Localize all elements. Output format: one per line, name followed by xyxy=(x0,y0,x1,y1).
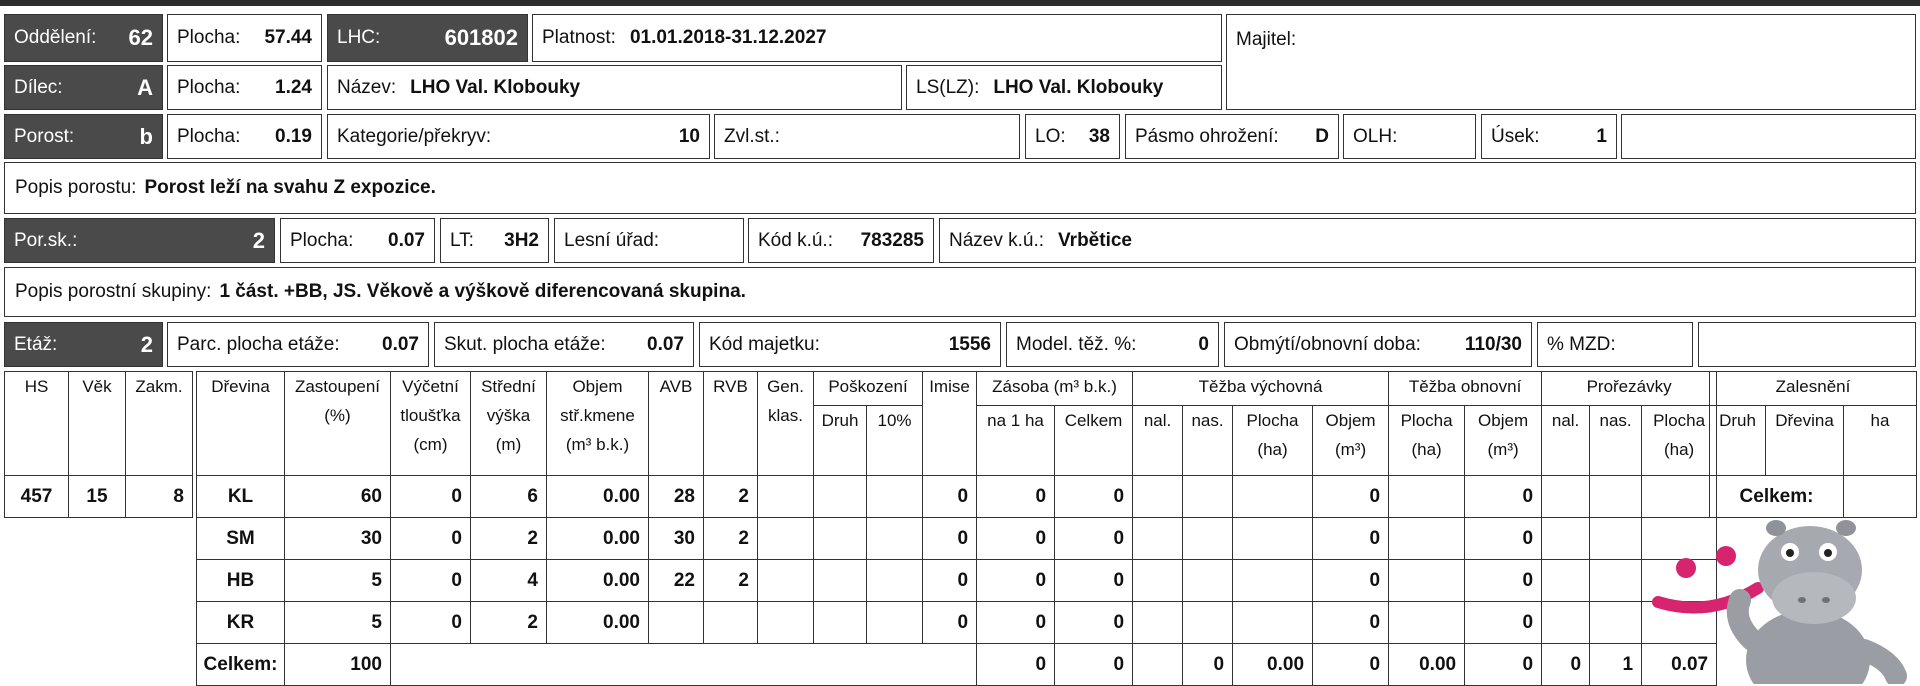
total-pr-nas: 1 xyxy=(1590,644,1642,686)
total-tv-objem: 0 xyxy=(1313,644,1389,686)
to-objem-cell: 0 xyxy=(1465,560,1542,602)
pr-nal-header: nal. xyxy=(1542,406,1590,476)
zalesneni-table xyxy=(1709,371,1917,518)
poskozeni-header: Poškození xyxy=(814,372,923,406)
drevina-header: Dřevina xyxy=(197,372,285,476)
zasoba-celkem-cell: 0 xyxy=(1055,518,1133,560)
tv-nal-header: nal. xyxy=(1133,406,1183,476)
lt-label: LT: xyxy=(450,229,474,251)
zasoba-ha-cell: 0 xyxy=(977,560,1055,602)
imise-cell: 0 xyxy=(923,476,977,518)
majitel-box xyxy=(1226,14,1916,110)
etaz-value: 2 xyxy=(140,331,153,357)
to-objem-cell: 0 xyxy=(1465,602,1542,644)
total-zasoba-ha: 0 xyxy=(977,644,1055,686)
zasoba-celkem-header: Celkem xyxy=(1055,406,1133,476)
to-plocha-header: Plocha (ha) xyxy=(1389,406,1465,476)
zasoba-celkem-cell: 0 xyxy=(1055,476,1133,518)
zakm-value: 8 xyxy=(126,476,193,518)
rvb-cell: 2 xyxy=(704,518,758,560)
porsk-plocha-label: Plocha: xyxy=(290,229,354,251)
obj-cell: 0.00 xyxy=(547,560,649,602)
lo-value: 38 xyxy=(1088,125,1110,147)
porsk-label: Por.sk.: xyxy=(14,229,78,251)
to-objem-cell: 0 xyxy=(1465,518,1542,560)
nazev-ku-label: Název k.ú.: xyxy=(949,229,1045,251)
porost-box xyxy=(4,114,163,159)
obj-cell: 0.00 xyxy=(547,476,649,518)
obj-cell: 0.00 xyxy=(547,518,649,560)
zvlst-label: Zvl.st.: xyxy=(724,125,780,147)
model-tez-box xyxy=(1006,322,1219,367)
kod-majetku-value: 1556 xyxy=(948,333,991,355)
total-tv-nas: 0 xyxy=(1183,644,1233,686)
hs-header: HS xyxy=(5,372,69,476)
tv-objem-cell: 0 xyxy=(1313,560,1389,602)
skut-plocha-box xyxy=(434,322,694,367)
hs-table xyxy=(4,371,193,518)
oddeleni-plocha-box xyxy=(167,14,322,62)
platnost-label: Platnost: xyxy=(542,27,616,48)
kod-ku-value: 783285 xyxy=(860,229,924,251)
parc-plocha-value: 0.07 xyxy=(382,333,419,355)
tv-objem-header: Objem (m³) xyxy=(1313,406,1389,476)
total-to-objem: 0 xyxy=(1465,644,1542,686)
kategorie-box xyxy=(327,114,710,159)
popis-porostu-label: Popis porostu: xyxy=(15,177,137,198)
avb-header: AVB xyxy=(649,372,704,476)
table-row xyxy=(197,518,1717,560)
gen-header: Gen. klas. xyxy=(758,372,814,476)
porost-plocha-box xyxy=(167,114,322,159)
model-tez-value: 0 xyxy=(1198,333,1209,355)
ls-label: LS(LZ): xyxy=(916,76,980,98)
dilec-value: A xyxy=(137,74,153,100)
dreviny-table xyxy=(196,371,1717,686)
lhc-box xyxy=(327,14,528,62)
empty-box-row7 xyxy=(1698,322,1916,367)
lo-box xyxy=(1025,114,1120,159)
table-row xyxy=(197,476,1717,518)
zasoba-header: Zásoba (m³ b.k.) xyxy=(977,372,1133,406)
lhc-label: LHC: xyxy=(337,27,381,48)
zalesneni-druh-header: Druh xyxy=(1710,406,1766,476)
dilec-plocha-label: Plocha: xyxy=(177,76,241,98)
obmyti-box xyxy=(1224,322,1532,367)
to-objem-cell: 0 xyxy=(1465,476,1542,518)
obmyti-value: 110/30 xyxy=(1464,333,1522,355)
lesni-urad-box xyxy=(554,218,744,263)
vek-value: 15 xyxy=(69,476,126,518)
skut-plocha-value: 0.07 xyxy=(647,333,684,355)
model-tez-label: Model. těž. %: xyxy=(1016,333,1137,355)
mzd-label: % MZD: xyxy=(1547,333,1616,355)
popis-skupiny-value: 1 část. +BB, JS. Věkově a výškově diferencovaná skupina. xyxy=(219,281,746,302)
zasoba-ha-cell: 0 xyxy=(977,602,1055,644)
kod-majetku-box xyxy=(699,322,1001,367)
imise-header: Imise xyxy=(923,372,977,476)
popis-porostu-value: Porost leží na svahu Z expozice. xyxy=(144,177,436,198)
kod-majetku-label: Kód majetku: xyxy=(709,333,820,355)
zast-cell: 60 xyxy=(285,476,391,518)
nazev-value: LHO Val. Klobouky xyxy=(410,76,581,98)
table-row xyxy=(197,602,1717,644)
ls-value: LHO Val. Klobouky xyxy=(993,76,1164,98)
str-cell: 6 xyxy=(471,476,547,518)
zalesneni-drevina-header: Dřevina xyxy=(1766,406,1844,476)
prorezavky-header: Prořezávky xyxy=(1542,372,1717,406)
oddeleni-value: 62 xyxy=(128,25,153,50)
objem-header: Objem stř.kmene (m³ b.k.) xyxy=(547,372,649,476)
porsk-plocha-value: 0.07 xyxy=(388,229,425,251)
zasoba-celkem-cell: 0 xyxy=(1055,560,1133,602)
porost-plocha-label: Plocha: xyxy=(177,125,241,147)
usek-value: 1 xyxy=(1596,125,1607,147)
tv-objem-cell: 0 xyxy=(1313,518,1389,560)
zvlst-box xyxy=(714,114,1020,159)
zasoba-ha-cell: 0 xyxy=(977,518,1055,560)
poskozeni-10-header: 10% xyxy=(867,406,923,476)
rvb-cell: 2 xyxy=(704,560,758,602)
vyc-cell: 0 xyxy=(391,602,471,644)
rvb-cell: 2 xyxy=(704,476,758,518)
imise-cell: 0 xyxy=(923,518,977,560)
zasoba-ha-header: na 1 ha xyxy=(977,406,1055,476)
vyc-cell: 0 xyxy=(391,560,471,602)
pasmo-value: D xyxy=(1315,125,1329,147)
zasoba-celkem-cell: 0 xyxy=(1055,602,1133,644)
kod-ku-box xyxy=(748,218,934,263)
rvb-header: RVB xyxy=(704,372,758,476)
usek-box xyxy=(1481,114,1617,159)
ls-box xyxy=(906,65,1222,110)
tezba-obnovni-header: Těžba obnovní xyxy=(1389,372,1542,406)
pasmo-box xyxy=(1125,114,1339,159)
stredni-header: Střední výška (m) xyxy=(471,372,547,476)
total-pr-nal: 0 xyxy=(1542,644,1590,686)
platnost-box xyxy=(532,14,1222,62)
porost-label: Porost: xyxy=(14,125,75,147)
nazev-label: Název: xyxy=(337,76,397,98)
empty-box-row3 xyxy=(1621,114,1916,159)
oddeleni-box xyxy=(4,14,163,62)
olh-label: OLH: xyxy=(1353,125,1398,147)
skut-plocha-label: Skut. plocha etáže: xyxy=(444,333,606,355)
total-zast: 100 xyxy=(285,644,391,686)
etaz-label: Etáž: xyxy=(14,333,58,355)
zast-cell: 30 xyxy=(285,518,391,560)
tv-nas-header: nas. xyxy=(1183,406,1233,476)
oddeleni-plocha-label: Plocha: xyxy=(177,27,241,48)
avb-cell: 22 xyxy=(649,560,704,602)
pr-plocha-header: Plocha (ha) xyxy=(1642,406,1717,476)
poskozeni-druh-header: Druh xyxy=(814,406,867,476)
zasoba-ha-cell: 0 xyxy=(977,476,1055,518)
lo-label: LO: xyxy=(1035,125,1066,147)
zalesneni-total-label: Celkem: xyxy=(1710,476,1844,518)
drevina-cell: SM xyxy=(197,518,285,560)
imise-cell: 0 xyxy=(923,602,977,644)
hippo-mascot-icon xyxy=(1640,500,1920,684)
vycetni-header: Výčetní tloušťka (cm) xyxy=(391,372,471,476)
zalesneni-ha-header: ha xyxy=(1844,406,1917,476)
zastoupeni-header: Zastoupení (%) xyxy=(285,372,391,476)
pasmo-label: Pásmo ohrožení: xyxy=(1135,125,1279,147)
zast-cell: 5 xyxy=(285,602,391,644)
obmyti-label: Obmýtí/obnovní doba: xyxy=(1234,333,1421,355)
porsk-plocha-box xyxy=(280,218,435,263)
popis-skupiny-box xyxy=(4,267,1916,317)
porsk-box xyxy=(4,218,275,263)
dilec-plocha-box xyxy=(167,65,322,110)
majitel-label: Majitel: xyxy=(1236,29,1297,50)
str-cell: 2 xyxy=(471,602,547,644)
tv-objem-cell: 0 xyxy=(1313,476,1389,518)
porost-value: b xyxy=(139,123,153,149)
top-bar xyxy=(0,0,1920,6)
kategorie-label: Kategorie/překryv: xyxy=(337,125,492,147)
kod-ku-label: Kód k.ú.: xyxy=(758,229,833,251)
rvb-cell xyxy=(704,602,758,644)
porost-plocha-value: 0.19 xyxy=(275,125,312,147)
nazev-ku-value: Vrbětice xyxy=(1058,229,1132,251)
popis-porostu-box xyxy=(4,162,1916,214)
vyc-cell: 0 xyxy=(391,518,471,560)
nazev-box xyxy=(327,65,902,110)
table-row xyxy=(197,560,1717,602)
total-pr-plocha: 0.07 xyxy=(1642,644,1717,686)
drevina-cell: KL xyxy=(197,476,285,518)
imise-cell: 0 xyxy=(923,560,977,602)
hs-value: 457 xyxy=(5,476,69,518)
avb-cell: 30 xyxy=(649,518,704,560)
popis-skupiny-label: Popis porostní skupiny: xyxy=(15,281,212,302)
pr-nas-header: nas. xyxy=(1590,406,1642,476)
drevina-cell: KR xyxy=(197,602,285,644)
olh-box xyxy=(1343,114,1476,159)
dilec-plocha-value: 1.24 xyxy=(275,76,312,98)
str-cell: 4 xyxy=(471,560,547,602)
tv-objem-cell: 0 xyxy=(1313,602,1389,644)
obj-cell: 0.00 xyxy=(547,602,649,644)
oddeleni-label: Oddělení: xyxy=(14,27,97,48)
vyc-cell: 0 xyxy=(391,476,471,518)
total-label: Celkem: xyxy=(197,644,285,686)
mzd-box xyxy=(1537,322,1693,367)
usek-label: Úsek: xyxy=(1491,125,1540,147)
lhc-value: 601802 xyxy=(444,25,518,50)
zakm-header: Zakm. xyxy=(126,372,193,476)
dilec-label: Dílec: xyxy=(14,76,63,98)
oddeleni-plocha-value: 57.44 xyxy=(264,27,312,48)
vek-header: Věk xyxy=(69,372,126,476)
avb-cell xyxy=(649,602,704,644)
total-row xyxy=(197,644,1717,686)
zalesneni-header: Zalesnění xyxy=(1710,372,1917,406)
total-zasoba-celkem: 0 xyxy=(1055,644,1133,686)
to-objem-header: Objem (m³) xyxy=(1465,406,1542,476)
nazev-ku-box xyxy=(939,218,1916,263)
tv-plocha-header: Plocha (ha) xyxy=(1233,406,1313,476)
drevina-cell: HB xyxy=(197,560,285,602)
parc-plocha-label: Parc. plocha etáže: xyxy=(177,333,340,355)
lesni-urad-label: Lesní úřad: xyxy=(564,229,660,251)
str-cell: 2 xyxy=(471,518,547,560)
parc-plocha-box xyxy=(167,322,429,367)
total-tv-plocha: 0.00 xyxy=(1233,644,1313,686)
zast-cell: 5 xyxy=(285,560,391,602)
tezba-vychovna-header: Těžba výchovná xyxy=(1133,372,1389,406)
lt-value: 3H2 xyxy=(504,229,539,251)
porsk-value: 2 xyxy=(252,227,265,253)
avb-cell: 28 xyxy=(649,476,704,518)
platnost-value: 01.01.2018-31.12.2027 xyxy=(629,27,827,48)
dilec-box xyxy=(4,65,163,110)
lt-box xyxy=(440,218,549,263)
kategorie-value: 10 xyxy=(678,125,700,147)
etaz-box xyxy=(4,322,163,367)
total-to-plocha: 0.00 xyxy=(1389,644,1465,686)
